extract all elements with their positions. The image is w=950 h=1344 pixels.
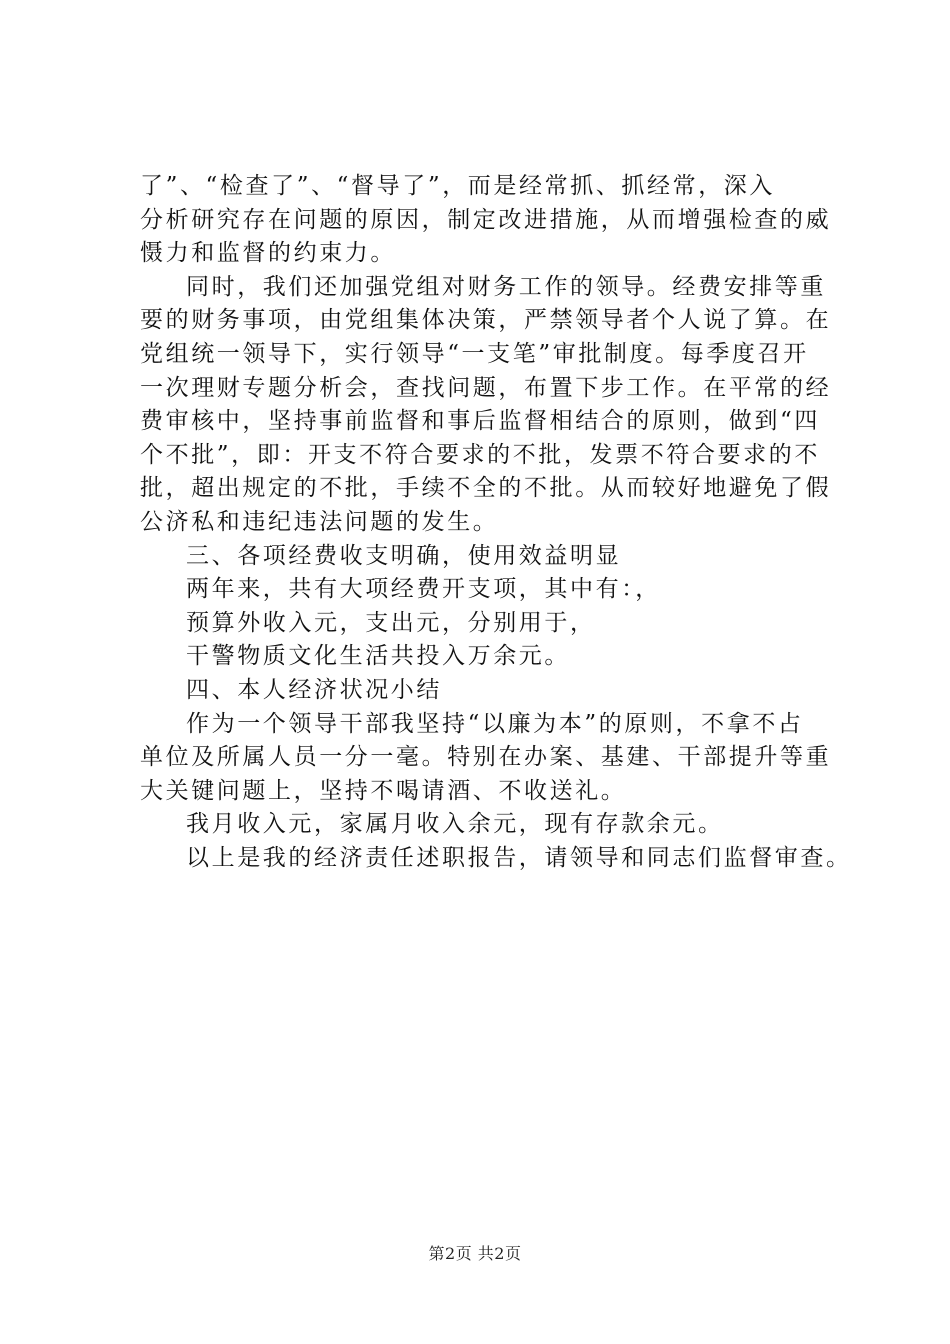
paragraph-start-line: 我月收入元，家属月收入余元，现有存款余元。 [186, 811, 724, 838]
text-line: 了”、“检查了”、“督导了”，而是经常抓、抓经常，深入 [140, 173, 775, 199]
section-heading: 三、各项经费收支明确，使用效益明显 [186, 542, 622, 569]
text-line: 批，超出规定的不批，手续不全的不批。从而较好地避免了假 [140, 475, 832, 502]
text-line: 单位及所属人员一分一毫。特别在办案、基建、干部提升等重 [140, 744, 832, 771]
text-line: 公济私和违纪违法问题的发生。 [140, 508, 499, 535]
section-heading: 四、本人经济状况小结 [186, 676, 442, 703]
text-line: 分析研究存在问题的原因，制定改进措施，从而增强检查的威 [140, 206, 832, 233]
text-line: 大关键问题上，坚持不喝请酒、不收送礼。 [140, 777, 627, 804]
text-line: 一次理财专题分析会，查找问题，布置下步工作。在平常的经 [140, 374, 832, 401]
paragraph-start-line: 预算外收入元，支出元，分别用于， [186, 609, 596, 636]
text-line: 个不批”，即：开支不符合要求的不批，发票不符合要求的不 [140, 441, 820, 468]
paragraph-start-line: 以上是我的经济责任述职报告，请领导和同志们监督审查。 [186, 844, 852, 871]
paragraph-start-line: 干警物质文化生活共投入万余元。 [186, 643, 570, 670]
paragraph-start-line: 作为一个领导干部我坚持“以廉为本”的原则，不拿不占 [186, 710, 804, 737]
paragraph-start-line: 同时，我们还加强党组对财务工作的领导。经费安排等重 [186, 273, 826, 300]
page-number-footer: 第2页 共2页 [428, 1244, 522, 1263]
text-line: 费审核中，坚持事前监督和事后监督相结合的原则，做到“四 [140, 408, 820, 435]
text-line: 慑力和监督的约束力。 [140, 240, 396, 267]
text-line: 要的财务事项，由党组集体决策，严禁领导者个人说了算。在 [140, 307, 832, 334]
document-body [140, 170, 852, 875]
text-line: 党组统一领导下，实行领导“一支笔”审批制度。每季度召开 [140, 340, 809, 367]
paragraph-start-line: 两年来，共有大项经费开支项，其中有：， [186, 576, 661, 603]
